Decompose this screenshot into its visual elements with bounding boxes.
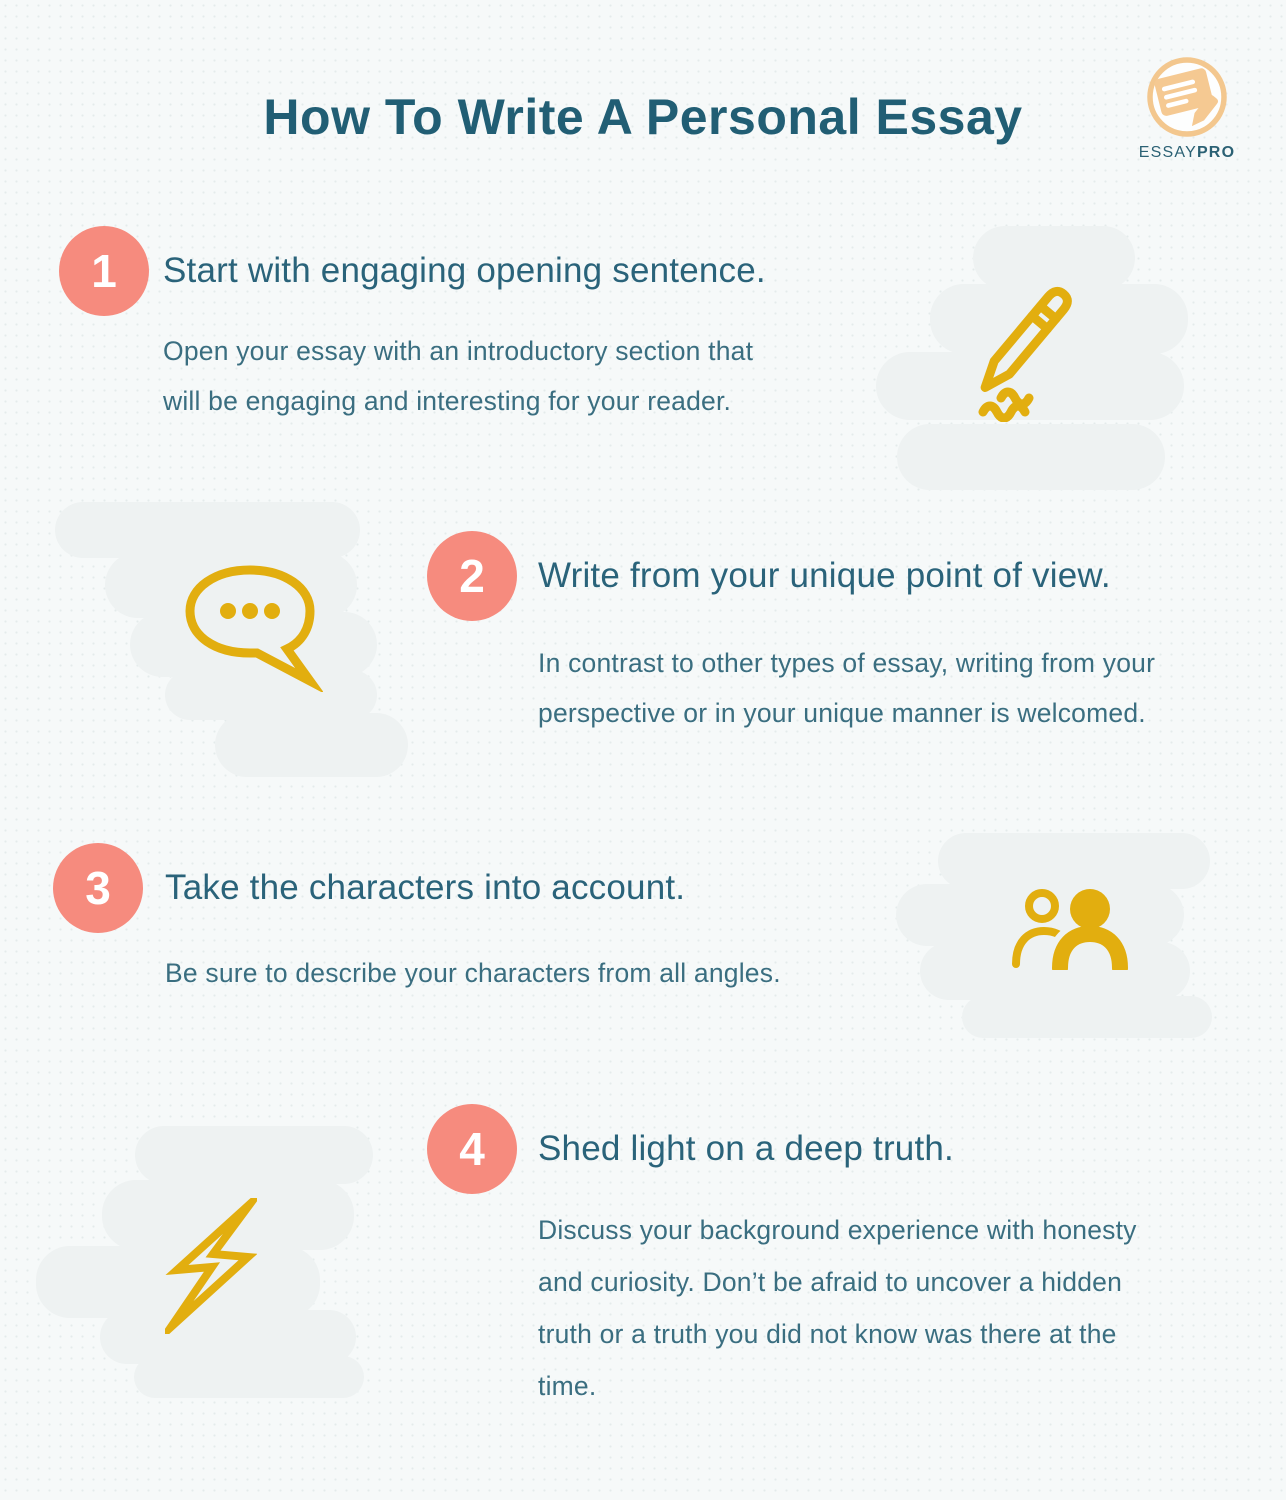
step-description-line: will be engaging and interesting for your reader. <box>163 386 732 416</box>
lightning-bolt-icon <box>165 1198 257 1334</box>
page-title: How To Write A Personal Essay <box>263 89 1023 145</box>
decorative-blob <box>962 996 1212 1038</box>
brand-name-regular: ESSAY <box>1138 144 1197 161</box>
two-people-icon <box>1008 884 1128 970</box>
step-number-badge: 4 <box>427 1104 517 1194</box>
decorative-blob <box>55 502 360 558</box>
brand-logo <box>1138 52 1236 172</box>
pencil-writing-icon <box>963 276 1095 422</box>
decorative-blob <box>134 1356 364 1398</box>
step-title: Shed light on a deep truth. <box>538 1129 954 1168</box>
step-title: Start with engaging opening sentence. <box>163 251 766 290</box>
step-title: Take the characters into account. <box>165 868 686 907</box>
step-number-badge: 2 <box>427 531 517 621</box>
speech-bubble-icon <box>177 560 323 692</box>
step-description <box>163 326 753 426</box>
decorative-blob <box>897 424 1165 490</box>
step-description-line: Discuss your background experience with honesty <box>538 1215 1137 1245</box>
step-description-line: Open your essay with an introductory section that <box>163 336 754 366</box>
decorative-blob <box>938 833 1210 889</box>
brand-name <box>1107 144 1267 162</box>
step-description <box>165 948 781 998</box>
step-description <box>538 638 1155 738</box>
step-number-badge: 3 <box>53 843 143 933</box>
step-description-line: truth or a truth you did not know was there at the <box>538 1319 1117 1349</box>
step-description-line: Be sure to describe your characters from all angles. <box>165 958 781 988</box>
step-description-line: time. <box>538 1371 597 1401</box>
step-number-badge: 1 <box>59 226 149 316</box>
step-description-line: perspective or in your unique manner is welcomed. <box>538 698 1146 728</box>
step-title: Write from your unique point of view. <box>538 556 1111 595</box>
decorative-blob <box>215 713 408 777</box>
decorative-blob <box>135 1126 373 1184</box>
brand-name-bold: PRO <box>1196 144 1236 161</box>
step-description-line: and curiosity. Don’t be afraid to uncover a hidden <box>538 1267 1123 1297</box>
paper-and-pencil-logo-icon <box>1142 52 1232 142</box>
step-description <box>538 1204 1137 1412</box>
step-description-line: In contrast to other types of essay, writing from your <box>538 648 1156 678</box>
